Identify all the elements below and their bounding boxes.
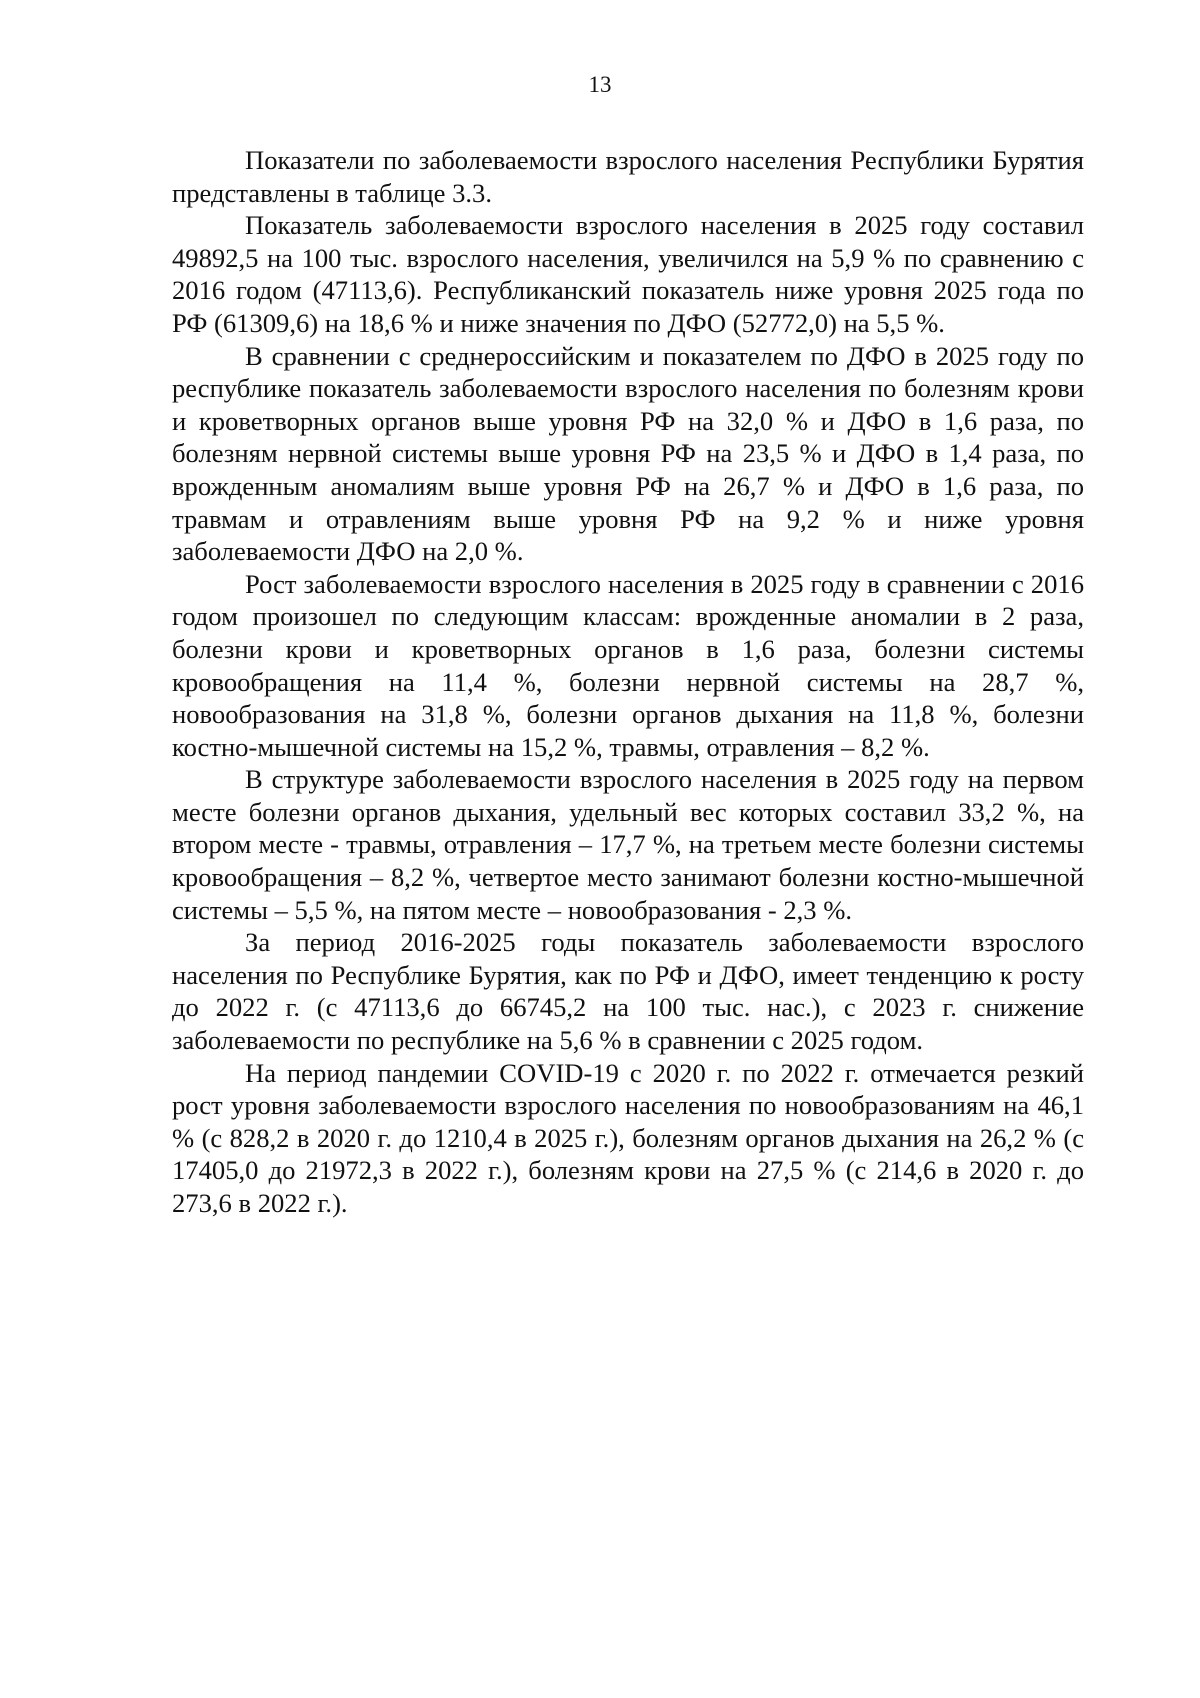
paragraph: На период пандемии COVID-19 с 2020 г. по 2022 г. отмечается резкий рост уровня заболеваемости взрослого населения по новообразованиям на 46,1 % (с 828,2 в 2020 г. до 1210,4 в 2025 г.), болезням органов дыхания на 26,2 % (с 17405,0 до 21972,3 в 2022 г.), болезням крови на 27,5 % (с 214,6 в 2020 г. до 273,6 в 2022 г.).	[172, 1057, 1084, 1218]
paragraph: В сравнении с среднероссийским и показателем по ДФО в 2025 году по республике показатель заболеваемости взрослого населения по болезням крови и кроветворных органов выше уровня РФ на 32,0 % и ДФО в 1,6 раза, по болезням нервной системы выше уровня РФ на 23,5 % и ДФО в 1,4 раза, по врожденным аномалиям выше уровня РФ на 26,7 % и ДФО в 1,6 раза, по травмам и отравлениям выше уровня РФ на 9,2 % и ниже уровня заболеваемости ДФО на 2,0 %.	[172, 340, 1084, 567]
paragraph: Показатель заболеваемости взрослого населения в 2025 году составил 49892,5 на 100 тыс. взрослого населения, увеличился на 5,9 % по сравнению с 2016 годом (47113,6). Республиканский показатель ниже уровня 2025 года по РФ (61309,6) на 18,6 % и ниже значения по ДФО (52772,0) на 5,5 %.	[172, 210, 1084, 338]
paragraph: Показатели по заболеваемости взрослого населения Республики Бурятия представлены в таблице 3.3.	[172, 145, 1084, 208]
page-number: 13	[588, 72, 612, 97]
paragraph: В структуре заболеваемости взрослого населения в 2025 году на первом месте болезни органов дыхания, удельный вес которых составил 33,2 %, на втором месте - травмы, отравления – 17,7 %, на третьем месте болезни системы кровообращения – 8,2 %, четвертое место занимают болезни костно-мышечной системы – 5,5 %, на пятом месте – новообразования - 2,3 %.	[172, 764, 1084, 925]
paragraph: За период 2016-2025 годы показатель заболеваемости взрослого населения по Республике Бурятия, как по РФ и ДФО, имеет тенденцию к росту до 2022 г. (с 47113,6 до 66745,2 на 100 тыс. нас.), с 2023 г. снижение заболеваемости по республике на 5,6 % в сравнении с 2025 годом.	[172, 927, 1084, 1056]
body-text	[172, 144, 1084, 1220]
paragraph: Рост заболеваемости взрослого населения в 2025 году в сравнении с 2016 годом произошел по следующим классам: врожденные аномалии в 2 раза, болезни крови и кроветворных органов в 1,6 раза, болезни системы кровообращения на 11,4 %, болезни нервной системы на 28,7 %, новообразования на 31,8 %, болезни органов дыхания на 11,8 %, болезни костно-мышечной системы на 15,2 %, травмы, отравления – 8,2 %.	[172, 568, 1084, 762]
